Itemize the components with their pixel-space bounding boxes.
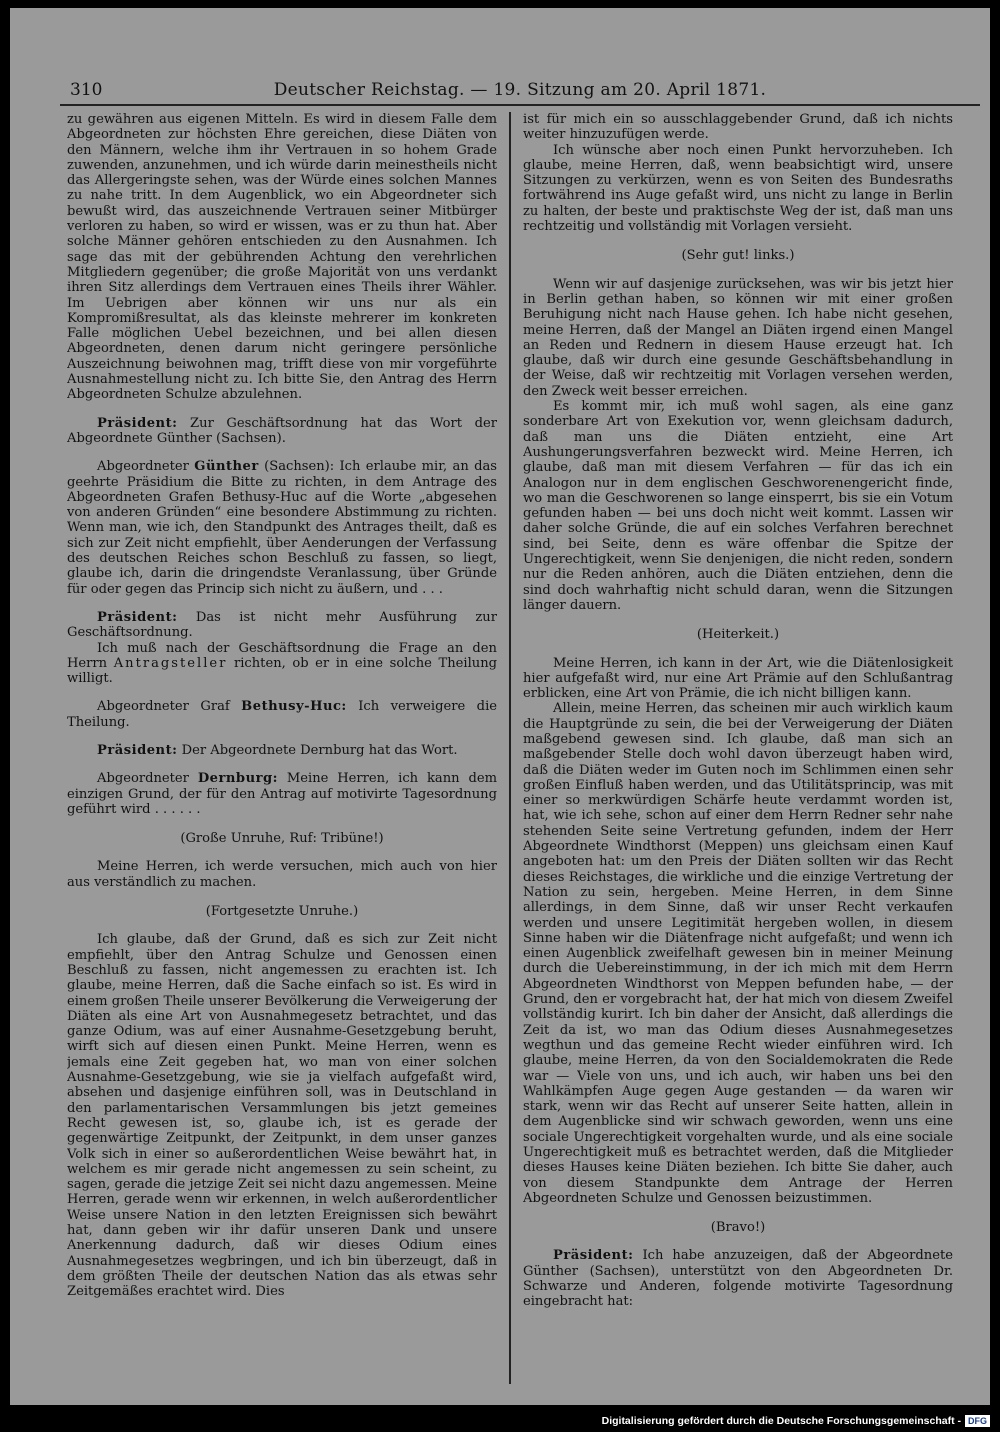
paragraph: Ich glaube, daß der Grund, daß es sich zur Zeit nicht empfiehlt, über den Antrag Schulze und Genossen einen Beschluß zu fassen, nicht angemessen zu erachten ist. Ich glaube, meine Herren, daß die Sache einfach so ist. Es wird in einem großen Theile unserer Bevölkerung die Verweigerung der Diäten als eine Art von Ausnahmegesetz betrachtet, und das ganze Odium, was auf einer Ausnahme-Gesetzgebung beruht, wirft sich auf diesen einen Punkt. Meine Herren, wenn es jemals eine Zeit gegeben hat, wo man von einer solchen Ausnahme-Gesetzgebung, wie sie ja vielfach aufgefaßt wird, absehen und dasjenige einführen soll, was in Deutschland in den parlamentarischen Versammlungen bis jetzt gemeines Recht gewesen ist, so, glaube ich, ist es gerade der gegenwärtige Zeitpunkt, der Zeitpunkt, in dem unser ganzes Volk sich in einer so außerordentlichen Weise bewährt hat, in welchem es mir gerade nicht angemessen zu sein scheint, zu sagen, gerade die jetzige Zeit sei nicht dazu angemessen. Meine Herren, gerade wenn wir erkennen, in welch außerordentlicher Weise unsere Nation in den letzten Ereignissen sich bewährt hat, dann geben wir ihr dafür unseren Dank und unsere Anerkennung dadurch, daß wir dieses Odium eines Ausnahmegesetzes wegbringen, und ich bin überzeugt, daß in dem größten Theile der deutschen Nation das als etwas sehr Zeitgemäßes erachtet wird. Dies xyxy=(67,932,497,1300)
speaker-name: Präsident: xyxy=(97,609,178,625)
stage-direction: (Fortgesetzte Unruhe.) xyxy=(205,904,359,920)
paragraph: zu gewähren aus eigenen Mitteln. Es wird in diesem Falle dem Abgeordneten zur höchsten Ehre gereichen, diese Diäten von den Männern, welche ihm ihr Vertrauen in so hohem Grade zuwenden, anzunehmen, und ich würde darin meinestheils nicht das Allergeringste sehen, was der Würde eines solchen Mannes zu nahe tritt. In dem Augenblick, wo ein Abgeordneter sich bewußt wird, das auszeichnende Vertrauen seiner Mitbürger verloren zu haben, so wird er wissen, was er zu thun hat. Aber solche Männer gehören entschieden zu den Ausnahmen. Ich sage das mit der gebührenden Achtung den verehrlichen Mitgliedern gegenüber; die große Majorität von uns verdankt ihren Sitz allerdings dem Vertrauen eines Theils ihrer Wähler. Im Uebrigen aber können wir uns nur als ein Kompromißresultat, als das kleinste mehrerer im konkreten Falle möglichen Uebel bezeichnen, und bei allen diesen Abgeordneten, denen darum nicht geringere persönliche Auszeichnung beiwohnen mag, trifft diese von mir vorgeführte Ausnahmestellung nicht zu. Ich bitte Sie, den Antrag des Herrn Abgeordneten Schulze abzulehnen. xyxy=(67,112,497,403)
speaker-name: Günther xyxy=(194,459,259,475)
paragraph: Wenn wir auf dasjenige zurücksehen, was wir bis jetzt hier in Berlin gethan haben, so können wir mit einer großen Beruhigung nicht nach Hause gehen. Ich habe nicht gesehen, meine Herren, daß der Mangel an Diäten irgend einen Mangel an Reden und Rednern in diesem Hause erzeugt hat. Ich glaube, daß wir durch eine gesunde Geschäftsbehandlung in der Weise, daß wir rechtzeitig mit Vorlagen versehen werden, den Zweck weit besser erreichen. xyxy=(523,276,953,399)
paragraph: ist für mich ein so ausschlaggebender Grund, daß ich nichts weiter hinzuzufügen werde. xyxy=(523,112,953,143)
speech-text: Der Abgeordnete Dernburg hat das Wort. xyxy=(177,742,458,758)
speech-text: Ich verweigere die Theilung. xyxy=(67,699,497,730)
speaker-name: Bethusy-Huc: xyxy=(241,699,347,715)
speech-text: Zur Geschäftsordnung hat das Wort der Abgeordnete Günther (Sachsen). xyxy=(67,415,497,446)
running-title: Deutscher Reichstag. — 19. Sitzung am 20. April 1871. xyxy=(273,80,767,100)
speech-text: Das ist nicht mehr Ausführung zur Geschäftsordnung. xyxy=(67,609,497,641)
header-rule xyxy=(60,104,980,106)
right-column xyxy=(523,112,953,1384)
stage-direction: (Große Unruhe, Ruf: Tribüne!) xyxy=(180,831,384,847)
digitization-credit xyxy=(602,1412,990,1430)
paragraph: Ich wünsche aber noch einen Punkt hervorzuheben. Ich glaube, meine Herren, daß, wenn beabsichtigt wird, unsere Sitzungen zu verkürzen, wenn es von Seiten des Bundesraths fortwährend ins Auge gefaßt wird, uns nicht zu lange in Berlin zu halten, der beste und praktischste Weg der ist, daß man uns rechtzeitig und vollständig mit Vorlagen versieht. xyxy=(523,142,953,235)
stage-direction: (Sehr gut! links.) xyxy=(681,248,795,264)
left-column xyxy=(67,112,497,1384)
speaker-name: Präsident: xyxy=(553,1248,634,1264)
paragraph xyxy=(67,610,497,641)
paragraph xyxy=(67,743,497,758)
paragraph xyxy=(523,1248,953,1309)
paragraph xyxy=(67,459,497,597)
spaced-word: Antragsteller xyxy=(113,655,228,671)
paragraph: Meine Herren, ich werde versuchen, mich auch von hier aus verständlich zu machen. xyxy=(67,859,497,890)
speaker-prefix: Abgeordneter Graf xyxy=(97,699,242,715)
paragraph: Es kommt mir, ich muß wohl sagen, als eine ganz sonderbare Art von Exekution vor, wenn gleichsam dadurch, daß man uns die Diäten entzieht, eine Art Aushungerungsverfahren bezweckt wird. Meine Herren, ich glaube, daß man mit diesem Verfahren — für das ich ein Analogon nur in dem englischen Geschworenengericht finde, wo man die Geschworenen so lange einsperrt, bis sie ein Votum gefunden haben — bei uns doch nicht weit kommt. Lassen wir daher solche Gründe, die auf ein solches Verfahren berechnet sind, bei Seite, denn es wäre offenbar die Spitze der Ungerechtigkeit, wenn Sie denjenigen, die nicht reden, sondern nur die Reden anhören, auch die Diäten entziehen, denn die sind doch wahrhaftig nicht schuld daran, wenn die Sitzungen länger dauern. xyxy=(523,399,953,613)
speaker-name: Präsident: xyxy=(97,742,178,758)
speech-text: richten, ob er in eine solche Theilung willigt. xyxy=(67,655,497,687)
speech-text: Ich muß nach der Geschäftsordnung die Frage an den Herrn xyxy=(67,640,497,671)
column-divider xyxy=(509,112,511,1384)
paragraph xyxy=(67,641,497,687)
credit-text: Digitalisierung gefördert durch die Deutsche Forschungsgemeinschaft - xyxy=(601,1415,961,1427)
stage-direction: (Heiterkeit.) xyxy=(696,627,780,643)
paragraph xyxy=(67,771,497,817)
page-number: 310 xyxy=(70,80,103,100)
paragraph: Meine Herren, ich kann in der Art, wie die Diätenlosigkeit hier aufgefaßt wird, nur eine Art Prämie auf den Schlußantrag erblicken, eine Art von Prämie, die ich nicht billigen kann. xyxy=(523,655,953,702)
speaker-name: Präsident: xyxy=(97,415,178,431)
paragraph: Allein, meine Herren, das scheinen mir auch wirklich kaum die Hauptgründe zu sein, die bei der Verweigerung der Diäten maßgebend gewesen sind. Ich glaube, daß man sich an maßgebender Stelle doch wohl davon überzeugt haben wird, daß die Diäten weder im Guten noch im Schlimmen einen sehr großen Einfluß haben werden, und das Utilitätsprincip, was mit einer so merkwürdigen Schärfe heute verdammt worden ist, hat, wie ich sehe, schon auf einer dem Herrn Redner sehr nahe stehenden Seite seine Vertretung gefunden, indem der Herr Abgeordnete Windthorst (Meppen) uns gleichsam einen Kauf angeboten hat: um den Preis der Diäten sollten wir das Recht dieses Reichstages, die wirkliche und die einzige Vertretung der Nation zu sein, hergeben. Meine Herren, in dem Sinne allerdings, in dem Sinne, daß wir unser Recht verkaufen werden und unsere Legitimität hergeben wollen, in diesem Sinne haben wir die Diätenfrage nicht aufgefaßt; und wenn ich einen Augenblick zweifelhaft gewesen bin in meiner Meinung durch die Uebereinstimmung, in der ich mich mit dem Herrn Abgeordneten Windthorst von Meppen befunden habe, — der Grund, den er vorgebracht hat, der hat mich von diesem Zweifel vollständig kurirt. Ich bin daher der Ansicht, daß allerdings die Zeit da ist, wo man das Odium dieses Ausnahmegesetzes wegthun und das gemeine Recht wieder einführen wird. Ich glaube, meine Herren, da von den Socialdemokraten die Rede war — Viele von uns, und ich auch, wir haben uns bei den Wahlkämpfen Auge gegen Auge gestanden — da waren wir stark, wenn wir das Recht auf unserer Seite hatten, allein in dem Augenblicke sind wir schwach geworden, wenn uns eine sociale Ungerechtigkeit vorgehalten wurde, und als eine sociale Ungerechtigkeit muß es betrachtet werden, daß die Mitglieder dieses Hauses keine Diäten beziehen. Ich bitte Sie daher, auch von diesem Standpunkte dem Antrage der Herren Abgeordneten Schulze und Genossen beizustimmen. xyxy=(523,701,953,1206)
speech-text: Meine Herren, ich kann dem einzigen Grund, der für den Antrag auf motivirte Tagesordnung geführt wird . . . . . . xyxy=(67,771,497,817)
speaker-prefix: Abgeordneter xyxy=(97,459,195,475)
speaker-prefix: Abgeordneter xyxy=(97,771,198,787)
paragraph xyxy=(67,699,497,730)
speech-text: Ich habe anzuzeigen, daß der Abgeordnete Günther (Sachsen), unterstützt von den Abgeordneten Dr. Schwarze und Anderen, folgende motivirte Tagesordnung eingebracht hat: xyxy=(523,1248,953,1310)
dfg-logo: DFG xyxy=(965,1415,990,1427)
paragraph xyxy=(67,416,497,447)
speech-text: (Sachsen): Ich erlaube mir, an das geehrte Präsidium die Bitte zu richten, in dem Antrage des Abgeordneten Grafen Bethusy-Huc auf die Worte „abgesehen von anderen Gründen“ eine besondere Abstimmung zu richten. Wenn man, wie ich, den Standpunkt des Antrages theilt, daß es sich zur Zeit nicht empfiehlt, über Aenderungen der Verfassung des deutschen Reiches schon Beschluß zu fassen, so liegt, glaube ich, darin die dringendste Veranlassung, über Gründe für oder gegen das Princip sich nicht zu äußern, und . . . xyxy=(67,459,497,597)
speaker-name: Dernburg: xyxy=(197,771,278,787)
stage-direction: (Bravo!) xyxy=(710,1220,766,1236)
